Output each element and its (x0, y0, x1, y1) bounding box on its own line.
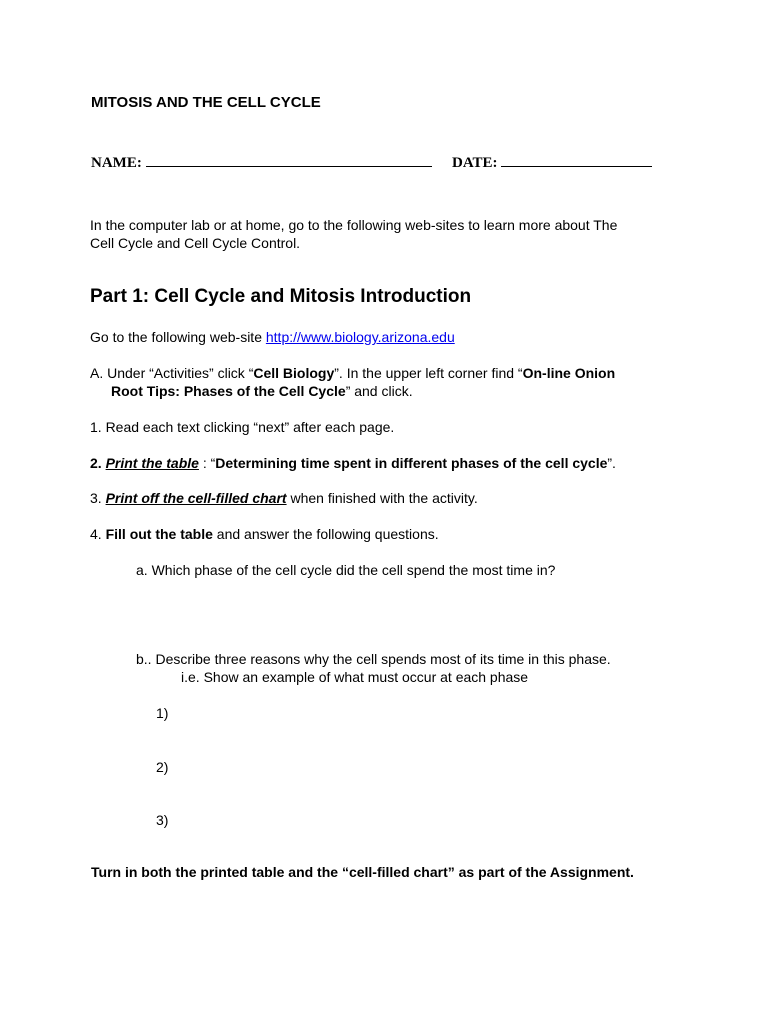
step-a-text-2: ”. In the upper left corner find “ (334, 365, 523, 381)
step-a-cell-biology: Cell Biology (253, 365, 335, 381)
question-b: b.. Describe three reasons why the cell spends most of its time in this phase. (136, 651, 611, 667)
step-3-text: when finished with the activity. (286, 490, 478, 506)
footer-instruction: Turn in both the printed table and the “cell-filled chart” as part of the Assignment. (91, 864, 634, 880)
step-a-line-1 (90, 364, 615, 382)
goto-prefix: Go to the following web-site (90, 329, 266, 345)
step-a-onion-2: Root Tips: Phases of the Cell Cycle (111, 383, 346, 399)
date-label: DATE: (452, 155, 498, 171)
step-2 (90, 454, 616, 472)
step-2-text-1: : “ (198, 455, 216, 471)
part1-heading: Part 1: Cell Cycle and Mitosis Introduction (90, 286, 472, 307)
step-a-text-3: ” and click. (345, 383, 413, 399)
reason-2-label: 2) (156, 759, 169, 775)
reason-1-label: 1) (156, 705, 169, 721)
intro-line-1: In the computer lab or at home, go to the following web-sites to learn more about The (90, 217, 618, 233)
date-field (452, 155, 652, 172)
date-blank-line (501, 165, 652, 167)
step-4 (90, 525, 439, 543)
step-2-table-title: Determining time spent in different phases of the cell cycle (215, 455, 608, 471)
website-link[interactable]: http://www.biology.arizona.edu (265, 329, 455, 345)
step-a-line-2 (111, 382, 413, 400)
step-3-print-chart: Print off the cell-filled chart (105, 490, 287, 506)
step-1: 1. Read each text clicking “next” after each page. (90, 419, 395, 435)
intro-line-2: Cell Cycle and Cell Cycle Control. (90, 235, 301, 251)
step-a-text-1: A. Under “Activities” click “ (90, 365, 254, 381)
name-label: NAME: (91, 155, 142, 171)
question-b-subtext: i.e. Show an example of what must occur at each phase (181, 669, 529, 685)
reason-3-label: 3) (156, 812, 169, 828)
step-2-text-2: ”. (607, 455, 616, 471)
step-4-fill-table: Fill out the table (105, 526, 213, 542)
step-3-number: 3. (90, 490, 106, 506)
step-4-text: and answer the following questions. (212, 526, 439, 542)
step-4-number: 4. (90, 526, 106, 542)
document-title: MITOSIS AND THE CELL CYCLE (91, 94, 321, 111)
step-2-print-table: Print the table (105, 455, 199, 471)
step-2-number: 2. (90, 455, 106, 471)
step-3 (90, 489, 478, 507)
step-a-onion-1: On-line Onion (522, 365, 616, 381)
name-field (91, 155, 432, 172)
question-a: a. Which phase of the cell cycle did the cell spend the most time in? (136, 562, 556, 578)
name-blank-line (146, 165, 432, 167)
goto-line (90, 328, 455, 346)
